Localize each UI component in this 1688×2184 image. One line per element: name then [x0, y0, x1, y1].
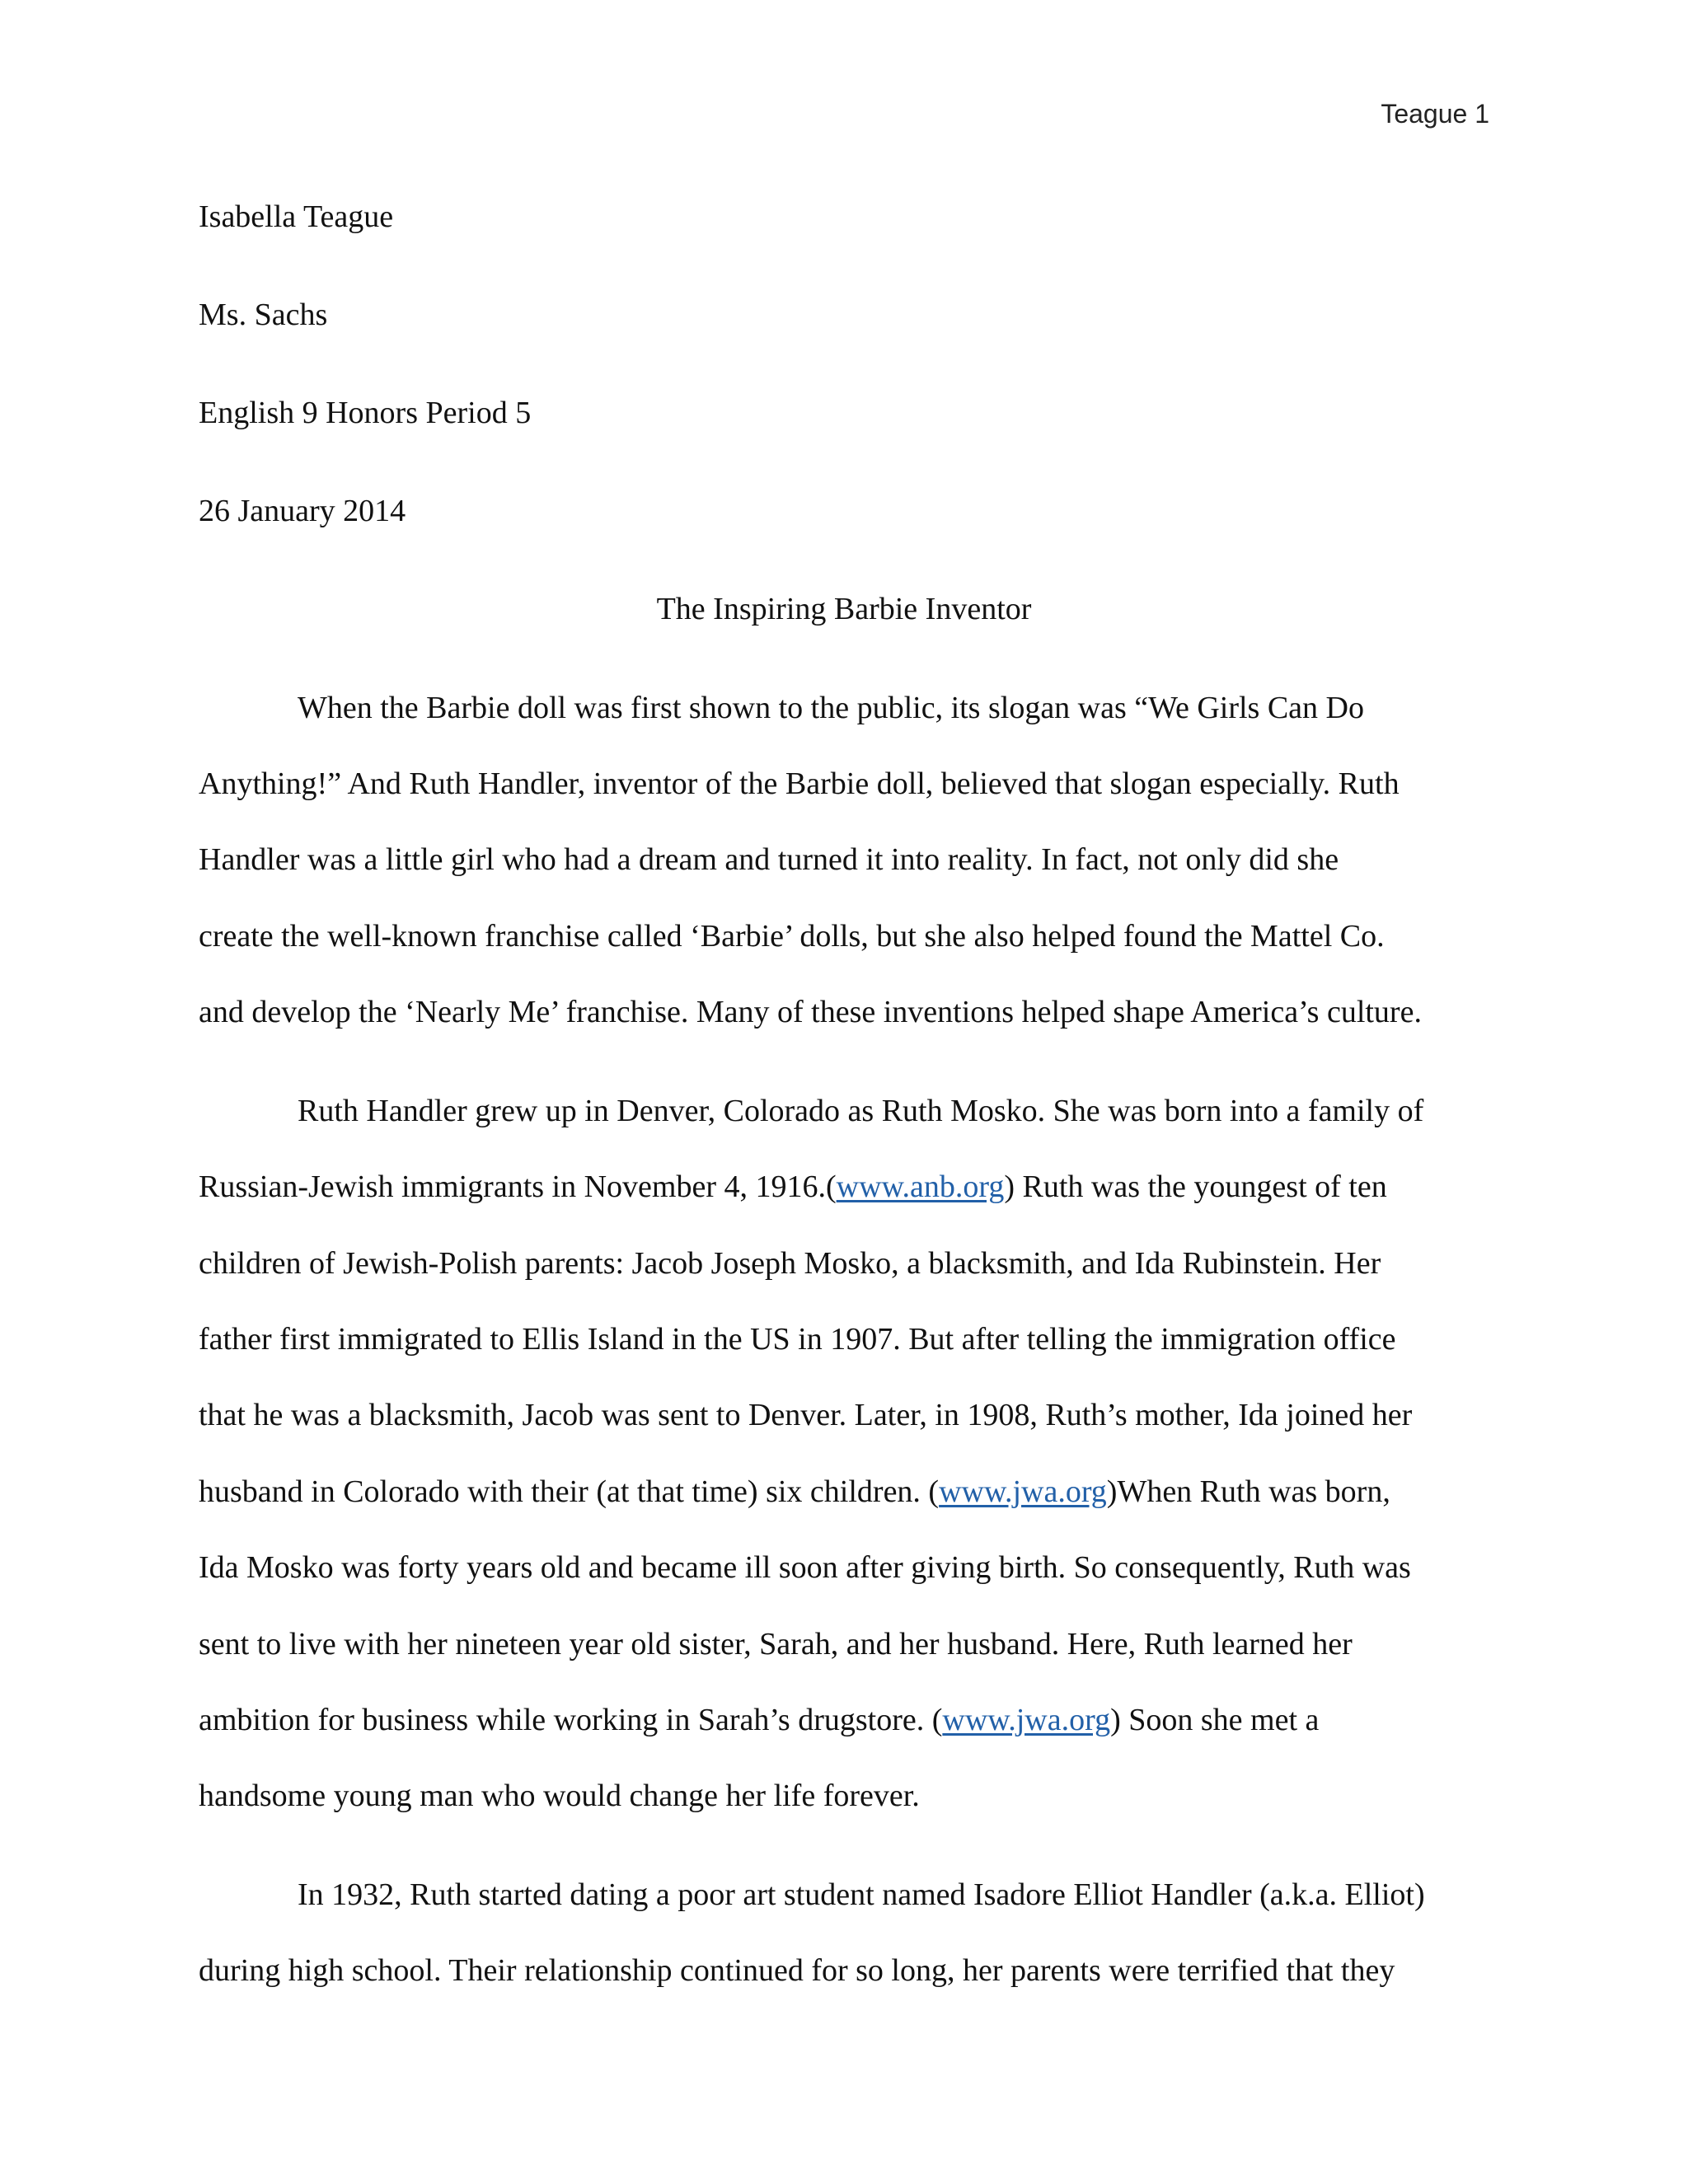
paragraph-line	[199, 1701, 1319, 1739]
paragraph-line	[199, 1473, 1390, 1511]
essay-date: 26 January 2014	[199, 494, 406, 528]
paragraph-line: In 1932, Ruth started dating a poor art student named Isadore Elliot Handler (a.k.a. Elliot)	[298, 1877, 1425, 1912]
paragraph-line: father first immigrated to Ellis Island in the US in 1907. But after telling the immigration office	[199, 1322, 1396, 1357]
paragraph-line: Ruth Handler grew up in Denver, Colorado as Ruth Mosko. She was born into a family of	[298, 1094, 1424, 1128]
paragraph-line: children of Jewish-Polish parents: Jacob Joseph Mosko, a blacksmith, and Ida Rubinstein. Her	[199, 1246, 1381, 1281]
paragraph-line: during high school. Their relationship continued for so long, her parents were terrified that they	[199, 1953, 1395, 1988]
paragraph-line: handsome young man who would change her life forever.	[199, 1779, 920, 1813]
text-segment: Russian-Jewish immigrants in November 4, 1916.(	[199, 1169, 837, 1204]
anb-link[interactable]: www.anb.org	[836, 1169, 1005, 1204]
course-name: English 9 Honors Period 5	[199, 396, 532, 430]
text-segment: husband in Colorado with their (at that time) six children. (	[199, 1474, 940, 1509]
paragraph-line: sent to live with her nineteen year old sister, Sarah, and her husband. Here, Ruth learned her	[199, 1627, 1353, 1661]
paragraph-line: Ida Mosko was forty years old and became ill soon after giving birth. So consequently, Ruth was	[199, 1550, 1411, 1585]
text-segment: )When Ruth was born,	[1106, 1474, 1390, 1509]
jwa-link[interactable]: www.jwa.org	[942, 1703, 1111, 1737]
paragraph-line: that he was a blacksmith, Jacob was sent to Denver. Later, in 1908, Ruth’s mother, Ida joined her	[199, 1398, 1413, 1432]
paragraph-line: When the Barbie doll was first shown to the public, its slogan was “We Girls Can Do	[298, 691, 1364, 725]
text-segment: ambition for business while working in Sarah’s drugstore. (	[199, 1703, 943, 1737]
text-segment: ) Soon she met a	[1110, 1703, 1320, 1737]
teacher-name: Ms. Sachs	[199, 298, 328, 332]
paragraph-line: create the well-known franchise called ‘Barbie’ dolls, but she also helped found the Mattel Co.	[199, 919, 1385, 954]
paragraph-line: Anything!” And Ruth Handler, inventor of the Barbie doll, believed that slogan especially. Ruth	[199, 766, 1400, 801]
essay-title: The Inspiring Barbie Inventor	[656, 592, 1032, 626]
paragraph-line: and develop the ‘Nearly Me’ franchise. Many of these inventions helped shape America’s culture.	[199, 995, 1422, 1029]
paragraph-line: Handler was a little girl who had a dream and turned it into reality. In fact, not only did she	[199, 842, 1339, 877]
paragraph-line	[199, 1168, 1387, 1206]
text-segment: ) Ruth was the youngest of ten	[1004, 1169, 1387, 1204]
jwa-link[interactable]: www.jwa.org	[939, 1474, 1107, 1509]
page-header: Teague 1	[1381, 99, 1489, 129]
student-name: Isabella Teague	[199, 199, 394, 234]
